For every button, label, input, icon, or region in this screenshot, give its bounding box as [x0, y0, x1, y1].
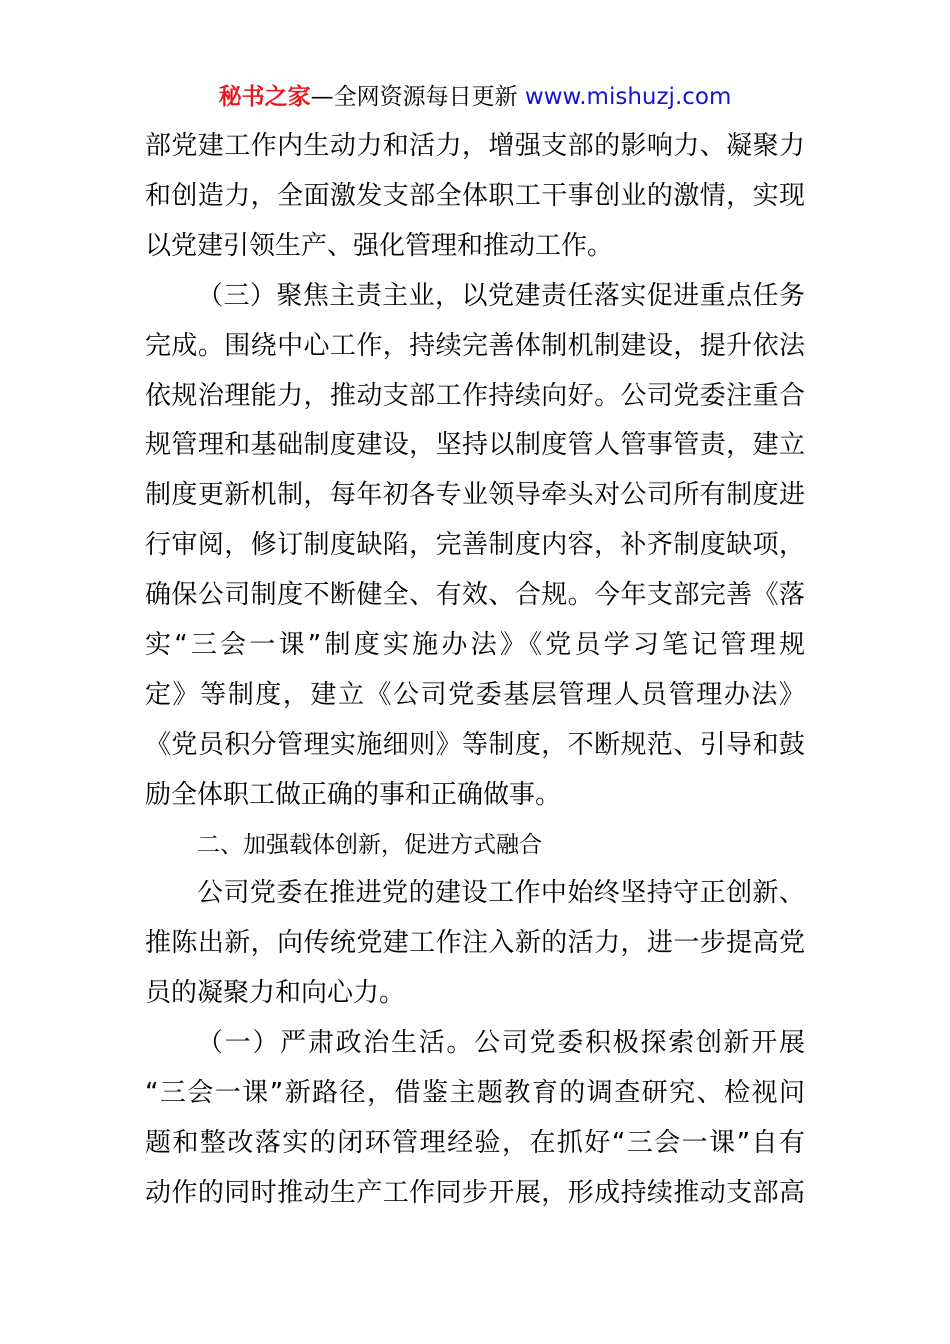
text-line: 部党建工作内生动力和活力，增强支部的影响力、凝聚力 — [145, 131, 805, 161]
text-line: 以党建引领生产、强化管理和推动工作。 — [145, 231, 614, 261]
text-line: 行审阅，修订制度缺陷，完善制度内容，补齐制度缺项， — [145, 530, 805, 560]
text-line: 励全体职工做正确的事和正确做事。 — [145, 780, 562, 810]
section-heading-3: （三）聚焦主责主业，以党建责任落实促进重点任务 — [197, 281, 805, 311]
text-line: 依规治理能力，推动支部工作持续向好。公司党委注重合 — [145, 381, 805, 411]
text-line: 定》等制度，建立《公司党委基层管理人员管理办法》 — [145, 680, 805, 710]
text-line: 员的凝聚力和向心力。 — [145, 978, 406, 1008]
section-heading-1: （一）严肃政治生活。公司党委积极探索创新开展 — [197, 1028, 805, 1058]
text-line: 公司党委在推进党的建设工作中始终坚持守正创新、 — [197, 878, 805, 908]
text-line: 《党员积分管理实施细则》等制度，不断规范、引导和鼓 — [145, 730, 805, 760]
text-line: 和创造力，全面激发支部全体职工干事创业的激情，实现 — [145, 181, 805, 211]
section-heading-2: 二、加强载体创新，促进方式融合 — [197, 832, 542, 858]
text-line: 制度更新机制，每年初各专业领导牵头对公司所有制度进 — [145, 480, 805, 510]
text-line: “三会一课”新路径，借鉴主题教育的调查研究、检视问 — [145, 1078, 805, 1108]
site-brand: 秘书之家 — [218, 84, 311, 110]
text-line: 推陈出新，向传统党建工作注入新的活力，进一步提高党 — [145, 928, 805, 958]
site-header — [0, 80, 950, 114]
site-url-link[interactable]: www.mishuzj.com — [524, 84, 732, 110]
text-line: 完成。围绕中心工作，持续完善体制机制建设，提升依法 — [145, 331, 805, 361]
text-line: 规管理和基础制度建设，坚持以制度管人管事管责，建立 — [145, 430, 805, 460]
text-line: 题和整改落实的闭环管理经验，在抓好“三会一课”自有 — [145, 1128, 805, 1158]
text-line: 动作的同时推动生产工作同步开展，形成持续推动支部高 — [145, 1178, 805, 1208]
text-line: 确保公司制度不断健全、有效、合规。今年支部完善《落 — [145, 580, 805, 610]
site-tagline: —全网资源每日更新 — [310, 84, 525, 110]
text-line: 实“三会一课”制度实施办法》《党员学习笔记管理规 — [145, 630, 805, 660]
